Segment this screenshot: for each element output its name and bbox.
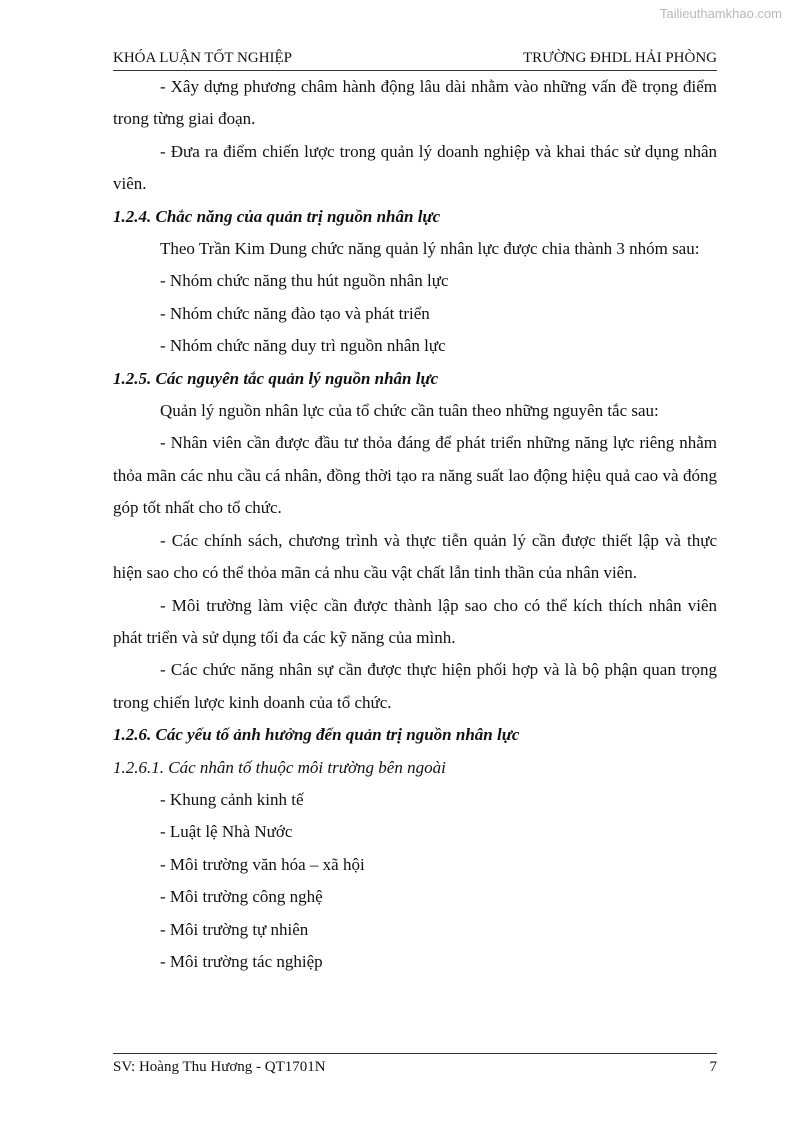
page-header bbox=[113, 48, 717, 71]
section-heading: 1.2.6. Các yếu tố ảnh hưởng đến quản trị nguồn nhân lực bbox=[113, 725, 520, 745]
paragraph: Quản lý nguồn nhân lực của tổ chức cần tuân theo những nguyên tắc sau: bbox=[160, 401, 659, 421]
paragraph: - Đưa ra điểm chiến lược trong quản lý doanh nghiệp và khai thác sử dụng nhân viên. bbox=[113, 141, 717, 194]
paragraph: Theo Trần Kim Dung chức năng quản lý nhân lực được chia thành 3 nhóm sau: bbox=[160, 239, 700, 259]
list-item: - Nhóm chức năng duy trì nguồn nhân lực bbox=[160, 336, 446, 356]
paragraph: - Các chức năng nhân sự cần được thực hiện phối hợp và là bộ phận quan trọng trong chiến lược kinh doanh của tổ chức. bbox=[113, 660, 717, 712]
paragraph: - Các chính sách, chương trình và thực tiễn quản lý cần được thiết lập và thực hiện sao cho có thể thỏa mãn cả nhu cầu vật chất lẫn tinh thần của nhân viên. bbox=[113, 530, 717, 583]
header-right: TRƯỜNG ĐHDL HẢI PHÒNG bbox=[523, 50, 717, 66]
watermark: Tailieuthamkhao.com bbox=[659, 6, 782, 21]
page-body bbox=[113, 71, 717, 978]
list-item: - Luật lệ Nhà Nước bbox=[160, 822, 293, 842]
list-item: - Nhóm chức năng thu hút nguồn nhân lực bbox=[160, 271, 449, 291]
list-item: - Môi trường văn hóa – xã hội bbox=[160, 854, 365, 874]
paragraph: - Nhân viên cần được đầu tư thỏa đáng để phát triển những năng lực riêng nhằm thỏa mãn các nhu cầu cá nhân, đồng thời tạo ra năng suất lao động hiệu quả cao và đóng góp tốt nhất cho tổ chức. bbox=[113, 433, 717, 518]
list-item: - Môi trường công nghệ bbox=[160, 887, 323, 907]
section-heading: 1.2.5. Các nguyên tắc quản lý nguồn nhân lực bbox=[113, 368, 439, 388]
header-left: KHÓA LUẬN TỐT NGHIỆP bbox=[113, 50, 293, 66]
paragraph: - Xây dựng phương châm hành động lâu dài nhằm vào những vấn đề trọng điểm trong từng giai đoạn. bbox=[113, 77, 717, 129]
list-item: - Môi trường tác nghiệp bbox=[160, 951, 323, 971]
list-item: - Môi trường tự nhiên bbox=[160, 919, 309, 939]
page-footer bbox=[113, 1053, 717, 1077]
section-heading: 1.2.4. Chắc năng của quản trị nguồn nhân lực bbox=[113, 206, 441, 226]
list-item: - Khung cảnh kinh tế bbox=[160, 789, 304, 809]
subsection-heading: 1.2.6.1. Các nhân tố thuộc môi trường bên ngoài bbox=[113, 757, 446, 777]
paragraph: - Môi trường làm việc cần được thành lập sao cho có thể kích thích nhân viên phát triển và sử dụng tối đa các kỹ năng của mình. bbox=[113, 595, 717, 647]
list-item: - Nhóm chức năng đào tạo và phát triển bbox=[160, 303, 430, 323]
footer-student: SV: Hoàng Thu Hương - QT1701N bbox=[113, 1059, 326, 1075]
page-number: 7 bbox=[709, 1059, 717, 1075]
